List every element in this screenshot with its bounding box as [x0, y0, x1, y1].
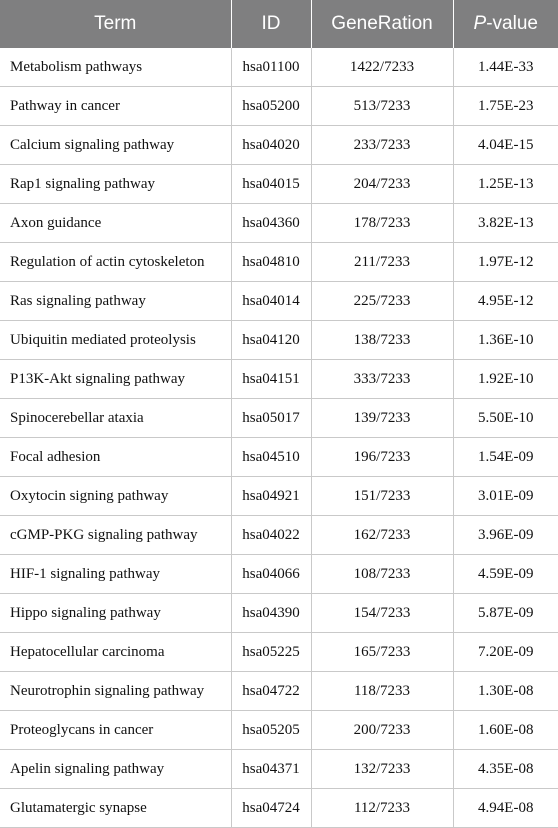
header-pvalue-p: P — [473, 13, 487, 34]
id-cell: hsa04722 — [231, 672, 311, 711]
term-cell: cGMP-PKG signaling pathway — [0, 516, 231, 555]
table-row — [0, 165, 558, 204]
id-cell: hsa04066 — [231, 555, 311, 594]
term-cell: Apelin signaling pathway — [0, 750, 231, 789]
table-row — [0, 48, 558, 87]
p-value-cell: 4.59E-09 — [453, 555, 558, 594]
id-cell: hsa04510 — [231, 438, 311, 477]
gene-ratio-cell: 1422/7233 — [311, 48, 453, 87]
table-row — [0, 360, 558, 399]
term-cell: Calcium signaling pathway — [0, 126, 231, 165]
table-row — [0, 555, 558, 594]
id-cell: hsa04360 — [231, 204, 311, 243]
id-cell: hsa04921 — [231, 477, 311, 516]
gene-ratio-cell: 513/7233 — [311, 87, 453, 126]
table-row — [0, 438, 558, 477]
gene-ratio-cell: 204/7233 — [311, 165, 453, 204]
term-cell: Ras signaling pathway — [0, 282, 231, 321]
header-term: Term — [0, 0, 231, 48]
id-cell: hsa01100 — [231, 48, 311, 87]
gene-ratio-cell: 112/7233 — [311, 789, 453, 828]
id-cell: hsa04020 — [231, 126, 311, 165]
table-row — [0, 477, 558, 516]
id-cell: hsa04022 — [231, 516, 311, 555]
p-value-cell: 1.25E-13 — [453, 165, 558, 204]
term-cell: Glutamatergic synapse — [0, 789, 231, 828]
table-row — [0, 204, 558, 243]
term-cell: Hippo signaling pathway — [0, 594, 231, 633]
table-row — [0, 750, 558, 789]
term-cell: Pathway in cancer — [0, 87, 231, 126]
id-cell: hsa04015 — [231, 165, 311, 204]
p-value-cell: 3.82E-13 — [453, 204, 558, 243]
term-cell: Spinocerebellar ataxia — [0, 399, 231, 438]
gene-ratio-cell: 132/7233 — [311, 750, 453, 789]
gene-ratio-cell: 196/7233 — [311, 438, 453, 477]
header-generation: GeneRation — [311, 0, 453, 48]
gene-ratio-cell: 233/7233 — [311, 126, 453, 165]
table-body — [0, 48, 558, 828]
p-value-cell: 1.30E-08 — [453, 672, 558, 711]
id-cell: hsa05205 — [231, 711, 311, 750]
term-cell: Hepatocellular carcinoma — [0, 633, 231, 672]
gene-ratio-cell: 118/7233 — [311, 672, 453, 711]
term-cell: Focal adhesion — [0, 438, 231, 477]
p-value-cell: 1.60E-08 — [453, 711, 558, 750]
p-value-cell: 4.35E-08 — [453, 750, 558, 789]
term-cell: HIF-1 signaling pathway — [0, 555, 231, 594]
p-value-cell: 4.04E-15 — [453, 126, 558, 165]
gene-ratio-cell: 165/7233 — [311, 633, 453, 672]
id-cell: hsa04014 — [231, 282, 311, 321]
table-row — [0, 516, 558, 555]
p-value-cell: 4.95E-12 — [453, 282, 558, 321]
table-row — [0, 243, 558, 282]
table-row — [0, 789, 558, 828]
p-value-cell: 5.50E-10 — [453, 399, 558, 438]
id-cell: hsa05225 — [231, 633, 311, 672]
term-cell: Metabolism pathways — [0, 48, 231, 87]
table-row — [0, 87, 558, 126]
table-row — [0, 711, 558, 750]
p-value-cell: 1.36E-10 — [453, 321, 558, 360]
table-row — [0, 594, 558, 633]
gene-ratio-cell: 200/7233 — [311, 711, 453, 750]
table-header — [0, 0, 558, 48]
id-cell: hsa04120 — [231, 321, 311, 360]
id-cell: hsa04390 — [231, 594, 311, 633]
gene-ratio-cell: 151/7233 — [311, 477, 453, 516]
header-id: ID — [231, 0, 311, 48]
id-cell: hsa05200 — [231, 87, 311, 126]
p-value-cell: 1.54E-09 — [453, 438, 558, 477]
gene-ratio-cell: 225/7233 — [311, 282, 453, 321]
id-cell: hsa04151 — [231, 360, 311, 399]
term-cell: Neurotrophin signaling pathway — [0, 672, 231, 711]
header-pvalue — [453, 0, 558, 48]
table-row — [0, 399, 558, 438]
header-pvalue-suffix: -value — [486, 13, 538, 34]
gene-ratio-cell: 162/7233 — [311, 516, 453, 555]
gene-ratio-cell: 138/7233 — [311, 321, 453, 360]
id-cell: hsa04724 — [231, 789, 311, 828]
gene-ratio-cell: 139/7233 — [311, 399, 453, 438]
id-cell: hsa05017 — [231, 399, 311, 438]
term-cell: P13K-Akt signaling pathway — [0, 360, 231, 399]
header-row — [0, 0, 558, 48]
term-cell: Axon guidance — [0, 204, 231, 243]
p-value-cell: 7.20E-09 — [453, 633, 558, 672]
p-value-cell: 1.75E-23 — [453, 87, 558, 126]
term-cell: Ubiquitin mediated proteolysis — [0, 321, 231, 360]
term-cell: Oxytocin signing pathway — [0, 477, 231, 516]
p-value-cell: 3.01E-09 — [453, 477, 558, 516]
p-value-cell: 4.94E-08 — [453, 789, 558, 828]
term-cell: Rap1 signaling pathway — [0, 165, 231, 204]
table-row — [0, 321, 558, 360]
table-row — [0, 282, 558, 321]
id-cell: hsa04371 — [231, 750, 311, 789]
gene-ratio-cell: 108/7233 — [311, 555, 453, 594]
term-cell: Regulation of actin cytoskeleton — [0, 243, 231, 282]
gene-ratio-cell: 154/7233 — [311, 594, 453, 633]
gene-ratio-cell: 178/7233 — [311, 204, 453, 243]
p-value-cell: 1.92E-10 — [453, 360, 558, 399]
gene-ratio-cell: 333/7233 — [311, 360, 453, 399]
p-value-cell: 3.96E-09 — [453, 516, 558, 555]
table-row — [0, 672, 558, 711]
gene-ratio-cell: 211/7233 — [311, 243, 453, 282]
table-row — [0, 126, 558, 165]
term-cell: Proteoglycans in cancer — [0, 711, 231, 750]
table-row — [0, 633, 558, 672]
p-value-cell: 1.97E-12 — [453, 243, 558, 282]
p-value-cell: 1.44E-33 — [453, 48, 558, 87]
p-value-cell: 5.87E-09 — [453, 594, 558, 633]
id-cell: hsa04810 — [231, 243, 311, 282]
